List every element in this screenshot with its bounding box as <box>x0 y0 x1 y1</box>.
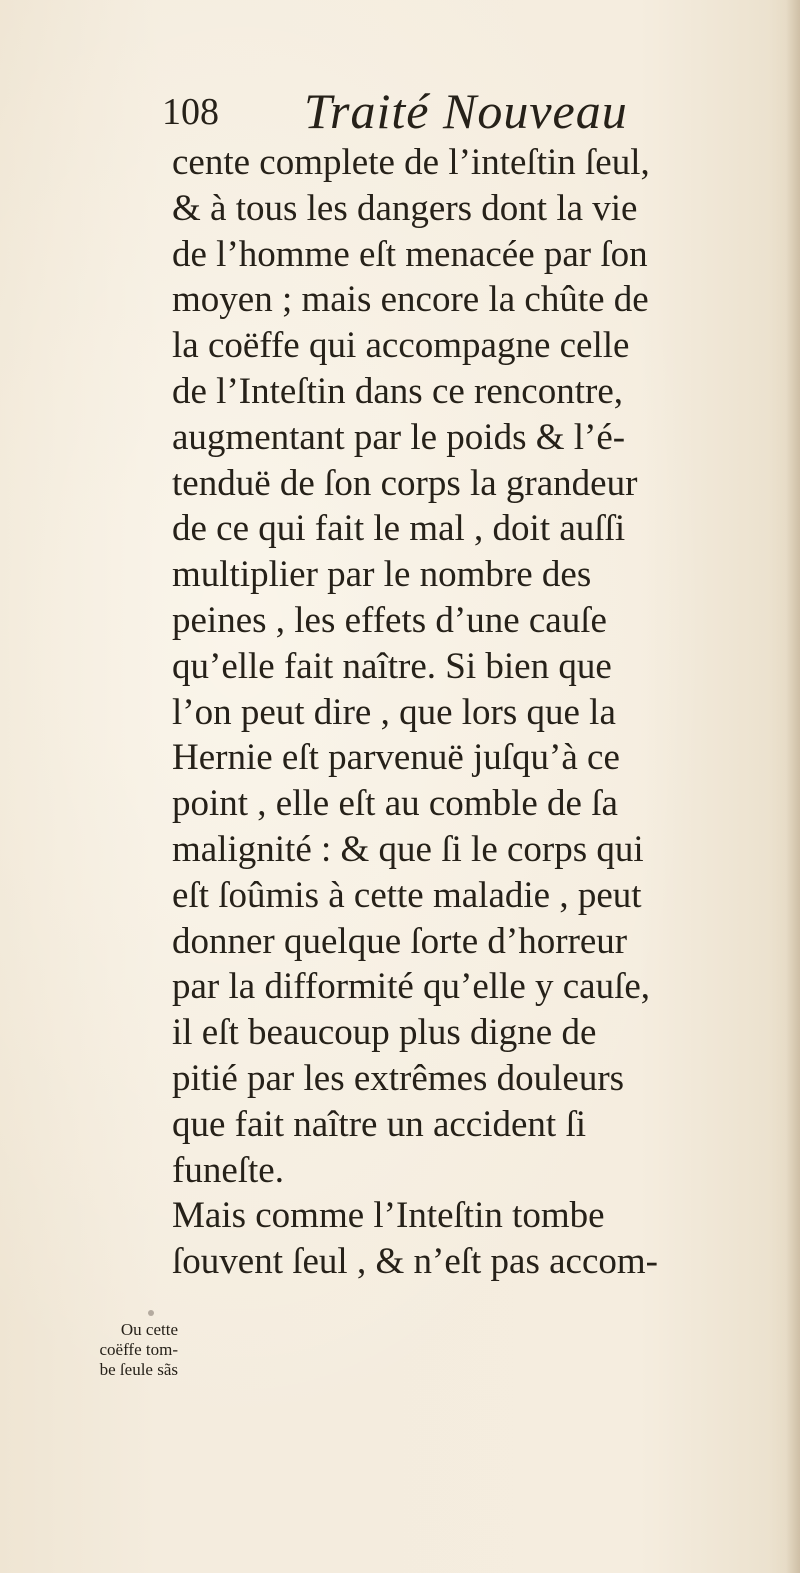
text-line: point , elle eſt au comble de ſa <box>172 783 618 825</box>
text-line: la coëffe qui accompagne celle <box>172 325 630 367</box>
page-number: 108 <box>162 91 219 133</box>
text-line: peines , les effets d’une cauſe <box>172 599 607 641</box>
text-line: par la difformité qu’elle y cauſe, <box>172 966 651 1008</box>
margin-note <box>60 1320 178 1380</box>
text-line: funeſte. <box>172 1149 284 1191</box>
text-line: tenduë de ſon corps la grandeur <box>172 462 638 504</box>
text-line: donner quelque ſorte d’horreur <box>172 920 628 962</box>
margin-note-line: Ou cette <box>120 1320 178 1339</box>
text-line: multiplier par le nombre des <box>172 554 592 596</box>
text-line: & à tous les dangers dont la vie <box>172 187 638 229</box>
running-title: Traité Nouveau <box>304 83 628 139</box>
text-line: de l’Inteſtin dans ce rencontre, <box>172 370 623 412</box>
page-header <box>162 82 762 142</box>
body-text <box>172 140 800 1285</box>
text-line: augmentant par le poids & l’é- <box>172 416 626 458</box>
text-line: moyen ; mais encore la chûte de <box>172 279 649 321</box>
text-line: qu’elle fait naître. Si bien que <box>172 645 612 687</box>
margin-note-line: coëffe tom- <box>99 1340 178 1359</box>
text-line: Mais comme l’Inteſtin tombe <box>172 1195 605 1237</box>
text-line: cente complete de l’inteſtin ſeul, <box>172 142 650 183</box>
margin-note-line: be ſeule sãs <box>99 1360 178 1379</box>
text-line: eſt ſoûmis à cette maladie , peut <box>172 874 642 916</box>
ink-speck <box>148 1310 154 1316</box>
text-line: l’on peut dire , que lors que la <box>172 691 616 733</box>
text-line: il eſt beaucoup plus digne de <box>172 1012 597 1054</box>
text-line: Hernie eſt parvenuë juſqu’à ce <box>172 737 620 779</box>
text-line: malignité : & que ſi le corps qui <box>172 828 644 870</box>
text-line: que fait naître un accident ſi <box>172 1103 587 1145</box>
text-line: ſouvent ſeul , & n’eſt pas accom- <box>172 1241 658 1283</box>
text-line: pitié par les extrêmes douleurs <box>172 1057 625 1099</box>
text-line: de ce qui fait le mal , doit auſſi <box>172 508 626 550</box>
text-line: de l’homme eſt menacée par ſon <box>172 233 648 275</box>
